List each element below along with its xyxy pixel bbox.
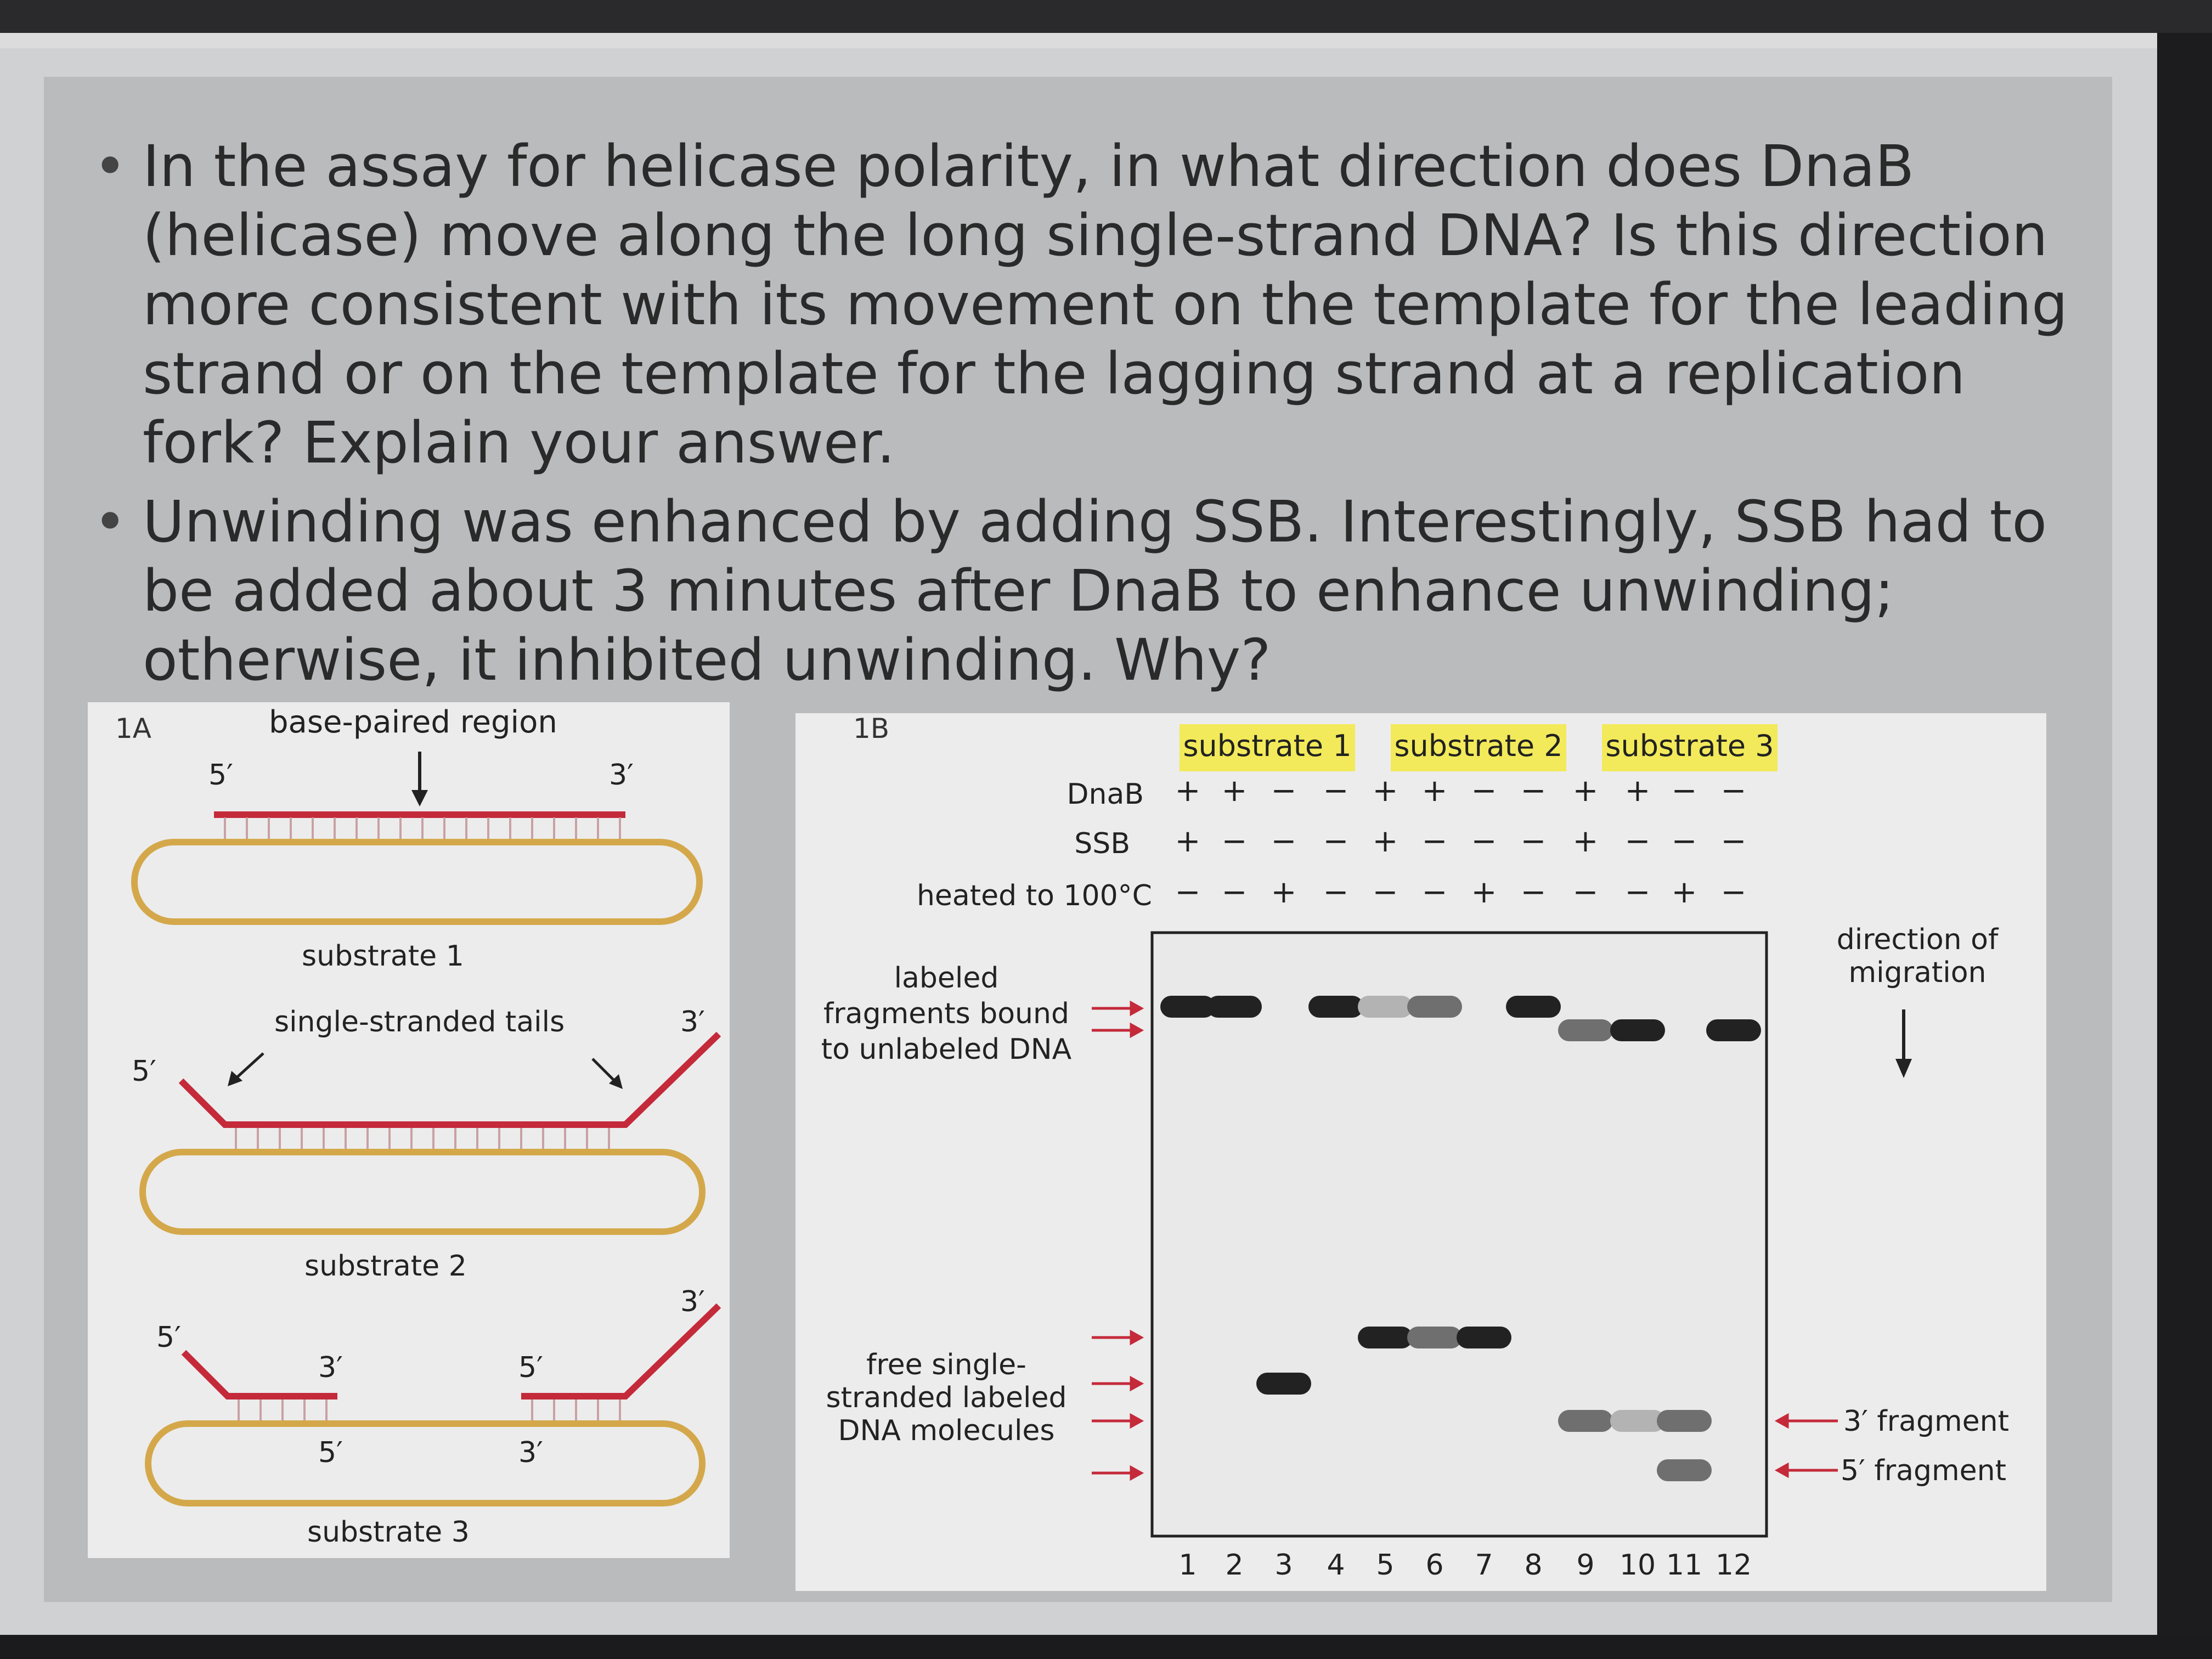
ss-tails-label: single-stranded tails xyxy=(274,1006,565,1039)
substrate-1-label: substrate 1 xyxy=(302,940,464,973)
s1-base-pairs xyxy=(225,817,620,839)
band-lane-2 xyxy=(1207,996,1262,1018)
ssb-sign-lane-5: + xyxy=(1372,823,1398,859)
lane-numbers xyxy=(1178,1549,1752,1582)
direction-label-line2: migration xyxy=(1848,956,1987,989)
s3-5prime-right: 5′ xyxy=(518,1351,543,1384)
panel-label-1a: 1A xyxy=(115,713,152,744)
band-lane-4 xyxy=(1308,996,1363,1018)
figure-1a-diagram xyxy=(88,702,730,1558)
dnab-sign-lane-4: − xyxy=(1323,773,1349,809)
band-lane-7 xyxy=(1457,1327,1511,1348)
lane-number-10: 10 xyxy=(1619,1549,1656,1582)
s3-3prime-left: 3′ xyxy=(318,1351,343,1384)
heated-sign-lane-4: − xyxy=(1323,874,1349,910)
band-lane-11 xyxy=(1657,1410,1712,1432)
lane-number-5: 5 xyxy=(1376,1549,1395,1582)
ssb-sign-lane-11: − xyxy=(1671,823,1697,859)
dnab-sign-lane-6: + xyxy=(1421,773,1448,809)
question-1: • In the assay for helicase polarity, in what direction does DnaB (helicase) move along the long single-strand DNA? Is this direction more consistent with its movement on the template for the leading strand or on the template for the lagging strand at a replication fork? Explain your answer. xyxy=(88,132,2074,477)
question-2: • Unwinding was enhanced by adding SSB. Interestingly, SSB had to be added about 3 minutes after DnaB to enhance unwinding; otherwise, it inhibited unwinding. Why? xyxy=(88,487,2074,695)
s2-circular-dna xyxy=(143,1152,702,1232)
substrate-2-label: substrate 2 xyxy=(304,1250,467,1283)
band-lane-11 xyxy=(1657,1459,1712,1481)
heated-sign-lane-10: − xyxy=(1624,874,1651,910)
gel-frame xyxy=(1152,933,1767,1536)
heated-sign-lane-11: + xyxy=(1671,874,1697,910)
s2-3prime: 3′ xyxy=(680,1006,705,1039)
fragment-5prime-label: 5′ fragment xyxy=(1841,1454,2006,1487)
s2-labeled-strand xyxy=(181,1034,719,1125)
lane-number-3: 3 xyxy=(1274,1549,1293,1582)
bound-label-line1: labeled xyxy=(894,962,999,995)
dnab-sign-lane-2: + xyxy=(1221,773,1248,809)
question-list xyxy=(88,132,2074,704)
migration-arrowhead xyxy=(1895,1059,1912,1078)
heated-row-label: heated to 100°C xyxy=(916,879,1152,912)
right-bezel xyxy=(2157,33,2212,1659)
figure-1b-panel xyxy=(795,713,2046,1591)
s3-3prime-bottom: 3′ xyxy=(518,1436,543,1469)
ssb-row-label: SSB xyxy=(1074,827,1130,860)
s1-3prime: 3′ xyxy=(609,759,634,792)
lane-number-11: 11 xyxy=(1666,1549,1703,1582)
figure-1b-gel xyxy=(795,713,2046,1591)
ssb-sign-lane-6: − xyxy=(1421,823,1448,859)
band-lane-10 xyxy=(1610,1019,1665,1041)
pointer-arrows xyxy=(1092,1003,1141,1479)
treatment-signs xyxy=(1175,773,1747,910)
s2-base-pairs xyxy=(236,1128,609,1149)
bound-label-line2: fragments bound xyxy=(823,997,1069,1030)
band-lane-5 xyxy=(1358,1327,1413,1348)
ssb-sign-lane-9: + xyxy=(1572,823,1599,859)
s3-3prime-right: 3′ xyxy=(680,1285,705,1318)
heated-sign-lane-12: − xyxy=(1720,874,1747,910)
heated-sign-lane-1: − xyxy=(1175,874,1201,910)
lane-number-4: 4 xyxy=(1327,1549,1345,1582)
fragment-3prime-label: 3′ fragment xyxy=(1843,1405,2009,1438)
dnab-sign-lane-12: − xyxy=(1720,773,1747,809)
panel-label-1b: 1B xyxy=(853,713,890,744)
ssb-sign-lane-7: − xyxy=(1471,823,1497,859)
ssb-sign-lane-8: − xyxy=(1520,823,1547,859)
free-label-line2: stranded labeled xyxy=(826,1381,1067,1414)
top-strip xyxy=(0,33,2212,48)
dnab-row-label: DnaB xyxy=(1066,778,1144,811)
substrate-3-header: substrate 3 xyxy=(1605,729,1774,763)
band-lane-6 xyxy=(1407,1327,1462,1348)
figure-1a-panel xyxy=(88,702,730,1558)
dnab-sign-lane-11: − xyxy=(1671,773,1697,809)
band-lane-3 xyxy=(1256,1373,1311,1395)
fragment-arrows xyxy=(1778,1415,1838,1476)
lane-number-9: 9 xyxy=(1576,1549,1595,1582)
ssb-sign-lane-12: − xyxy=(1720,823,1747,859)
free-label-line1: free single- xyxy=(866,1348,1026,1381)
s3-5prime-left: 5′ xyxy=(156,1321,181,1354)
dnab-sign-lane-8: − xyxy=(1520,773,1547,809)
lane-number-12: 12 xyxy=(1715,1549,1752,1582)
lane-number-7: 7 xyxy=(1475,1549,1493,1582)
band-lane-6 xyxy=(1407,996,1462,1018)
ssb-sign-lane-2: − xyxy=(1221,823,1248,859)
heated-sign-lane-2: − xyxy=(1221,874,1248,910)
base-paired-arrowhead xyxy=(411,790,428,806)
ssb-sign-lane-3: − xyxy=(1271,823,1297,859)
heated-sign-lane-3: + xyxy=(1271,874,1297,910)
bottom-bezel xyxy=(0,1635,2212,1659)
band-lane-8 xyxy=(1506,996,1561,1018)
lane-number-1: 1 xyxy=(1178,1549,1197,1582)
substrate-3-label: substrate 3 xyxy=(307,1516,470,1549)
lane-number-8: 8 xyxy=(1524,1549,1543,1582)
band-lane-5 xyxy=(1358,996,1413,1018)
heated-sign-lane-5: − xyxy=(1372,874,1398,910)
heated-sign-lane-7: + xyxy=(1471,874,1497,910)
free-label-line3: DNA molecules xyxy=(838,1414,1055,1447)
band-lane-9 xyxy=(1558,1410,1613,1432)
ssb-sign-lane-10: − xyxy=(1624,823,1651,859)
s3-left-fragment xyxy=(184,1352,337,1396)
direction-label-line1: direction of xyxy=(1836,923,1999,956)
substrate-2-header: substrate 2 xyxy=(1394,729,1563,763)
lane-number-2: 2 xyxy=(1225,1549,1244,1582)
dnab-sign-lane-9: + xyxy=(1572,773,1599,809)
dnab-sign-lane-10: + xyxy=(1624,773,1651,809)
base-paired-label: base-paired region xyxy=(269,704,557,740)
bound-label-line3: to unlabeled DNA xyxy=(821,1033,1072,1066)
ssb-sign-lane-1: + xyxy=(1175,823,1201,859)
dnab-sign-lane-3: − xyxy=(1271,773,1297,809)
substrate-1-header: substrate 1 xyxy=(1183,729,1352,763)
s3-circular-dna xyxy=(148,1424,702,1503)
s3-base-pairs xyxy=(239,1400,620,1421)
dnab-sign-lane-5: + xyxy=(1372,773,1398,809)
dnab-sign-lane-7: − xyxy=(1471,773,1497,809)
s1-5prime: 5′ xyxy=(208,759,233,792)
s3-right-fragment xyxy=(521,1306,719,1396)
s1-circular-dna xyxy=(134,842,699,922)
dnab-sign-lane-1: + xyxy=(1175,773,1201,809)
heated-sign-lane-6: − xyxy=(1421,874,1448,910)
heated-sign-lane-9: − xyxy=(1572,874,1599,910)
top-bezel xyxy=(0,0,2212,33)
band-lane-12 xyxy=(1706,1019,1761,1041)
s3-5prime-bottom: 5′ xyxy=(318,1436,343,1469)
heated-sign-lane-8: − xyxy=(1520,874,1547,910)
ssb-sign-lane-4: − xyxy=(1323,823,1349,859)
lane-number-6: 6 xyxy=(1425,1549,1444,1582)
band-lane-9 xyxy=(1558,1019,1613,1041)
s2-5prime: 5′ xyxy=(132,1055,156,1088)
